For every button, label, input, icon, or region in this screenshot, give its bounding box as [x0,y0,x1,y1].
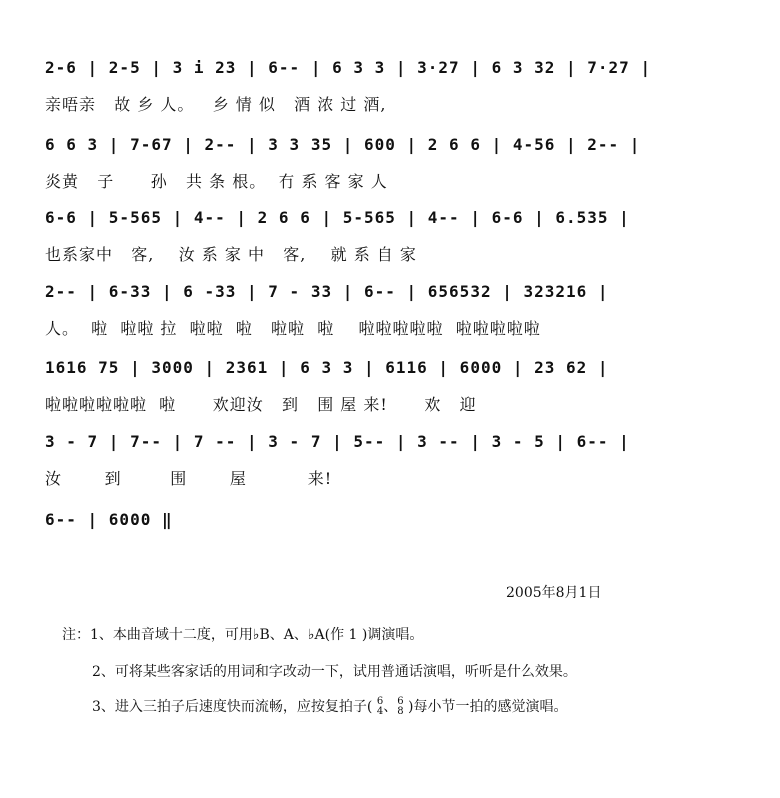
lyrics-line: 汝 到 围 屋 来! [45,469,333,488]
frac-denominator: 4 [376,706,384,717]
lyrics-line: 炎黄 子 孙 共 条 根。 冇 系 客 家 人 [45,172,388,191]
footnote-1: 注：1、本曲音域十二度，可用♭B、A、♭A(作 1 )调演唱。 [62,627,424,643]
lyrics-line: 啦啦啦啦啦啦 啦 欢迎汝 到 围 屋 来! 欢 迎 [45,395,477,414]
frac-numerator: 6 [397,696,404,707]
notation-line: 6-- | 6000 ‖ [45,510,173,529]
composition-date: 2005年8月1日 [506,585,602,601]
notation-line: 6 6 3 | 7-67 | 2-- | 3 3 35 | 600 | 2 6 6 | 4-56 | 2-- | [45,135,641,154]
lyrics-line: 亲唔亲 故 乡 人。 乡 情 似 酒 浓 过 酒, [45,95,387,114]
time-signature-6-8 [397,697,403,717]
footnote-3-prefix: 3、进入三拍子后速度快而流畅，应按复拍子( [92,699,373,715]
notation-line: 2-- | 6-33 | 6 -33 | 7 - 33 | 6-- | 656532 | 323216 | [45,282,609,301]
frac-separator: 、 [383,699,398,715]
footnote-3-suffix: )每小节一拍的感觉演唱。 [408,699,568,715]
frac-denominator: 8 [397,706,404,717]
notation-line: 2-6 | 2-5 | 3 i 23 | 6-- | 6 3 3 | 3·27 | 6 3 32 | 7·27 | [45,58,652,77]
notation-line: 6-6 | 5-565 | 4-- | 2 6 6 | 5-565 | 4-- | 6-6 | 6.535 | [45,208,630,227]
footnote-2: 2、可将某些客家话的用词和字改动一下，试用普通话演唱，听听是什么效果。 [92,664,577,680]
notation-line: 1616 75 | 3000 | 2361 | 6 3 3 | 6116 | 6000 | 23 62 | [45,358,609,377]
lyrics-line: 也系家中 客, 汝 系 家 中 客, 就 系 自 家 [45,245,417,264]
footnote-3 [92,696,568,717]
notation-line: 3 - 7 | 7-- | 7 -- | 3 - 7 | 5-- | 3 -- | 3 - 5 | 6-- | [45,432,630,451]
lyrics-line: 人。 啦 啦啦 拉 啦啦 啦 啦啦 啦 啦啦啦啦啦 啦啦啦啦啦 [45,319,541,338]
frac-numerator: 6 [376,696,384,707]
